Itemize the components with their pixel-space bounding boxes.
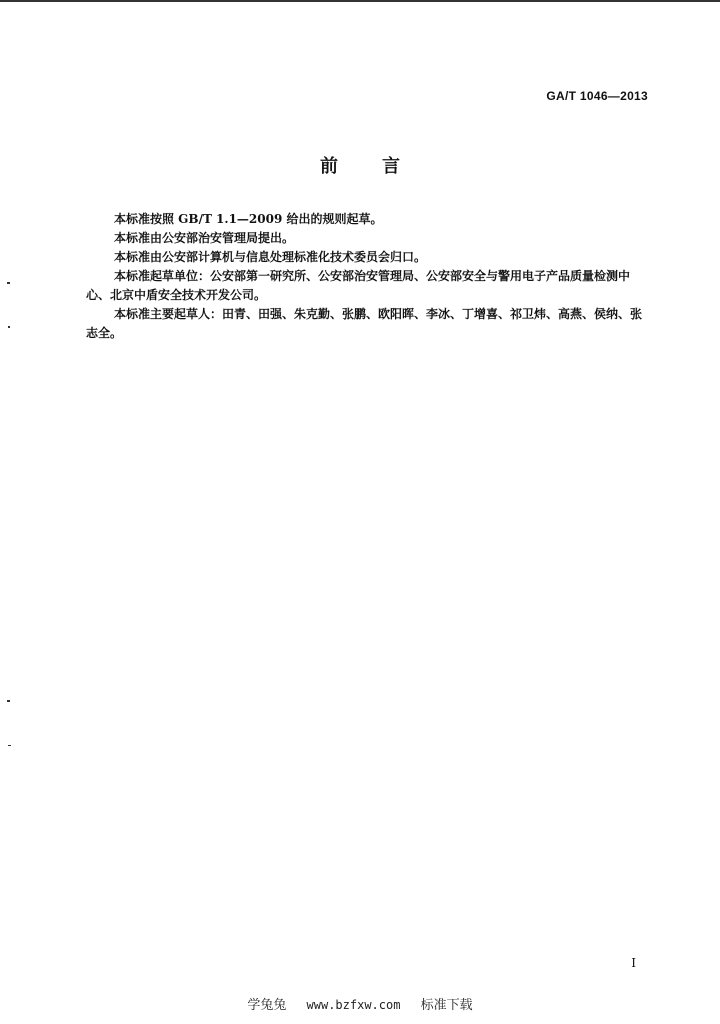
paragraph-committee: 本标准由公安部计算机与信息处理标准化技术委员会归口。 (114, 250, 427, 264)
scan-mark (8, 326, 10, 328)
footer-site-name: 学兔兔 (247, 998, 287, 1013)
scan-mark (7, 282, 10, 284)
top-border-line (0, 0, 720, 2)
scan-mark (8, 745, 11, 746)
paragraph-drafting-units: 本标准起草单位：公安部第一研究所、公安部治安管理局、公安部安全与警用电子产品质量检测中心、北京中盾安全技术开发公司。 (86, 269, 631, 302)
scan-mark (7, 700, 10, 702)
standard-code: GA/T 1046—2013 (546, 89, 648, 103)
watermark-footer (0, 994, 720, 1013)
page-title: 前言 (320, 156, 444, 177)
foreword-body (86, 210, 650, 343)
paragraph-proposer: 本标准由公安部治安管理局提出。 (114, 231, 295, 245)
paragraph-drafting-rules: 本标准按照 GB/T 1.1—2009 给出的规则起草。 (114, 212, 383, 226)
footer-tagline: 标准下载 (420, 998, 473, 1013)
page-number: I (631, 956, 636, 970)
footer-url[interactable]: www.bzfxw.com (306, 998, 401, 1012)
paragraph-drafters: 本标准主要起草人：田青、田强、朱克勤、张鹏、欧阳晖、李冰、丁增喜、祁卫炜、高燕、侯纳、张志全。 (86, 307, 643, 340)
